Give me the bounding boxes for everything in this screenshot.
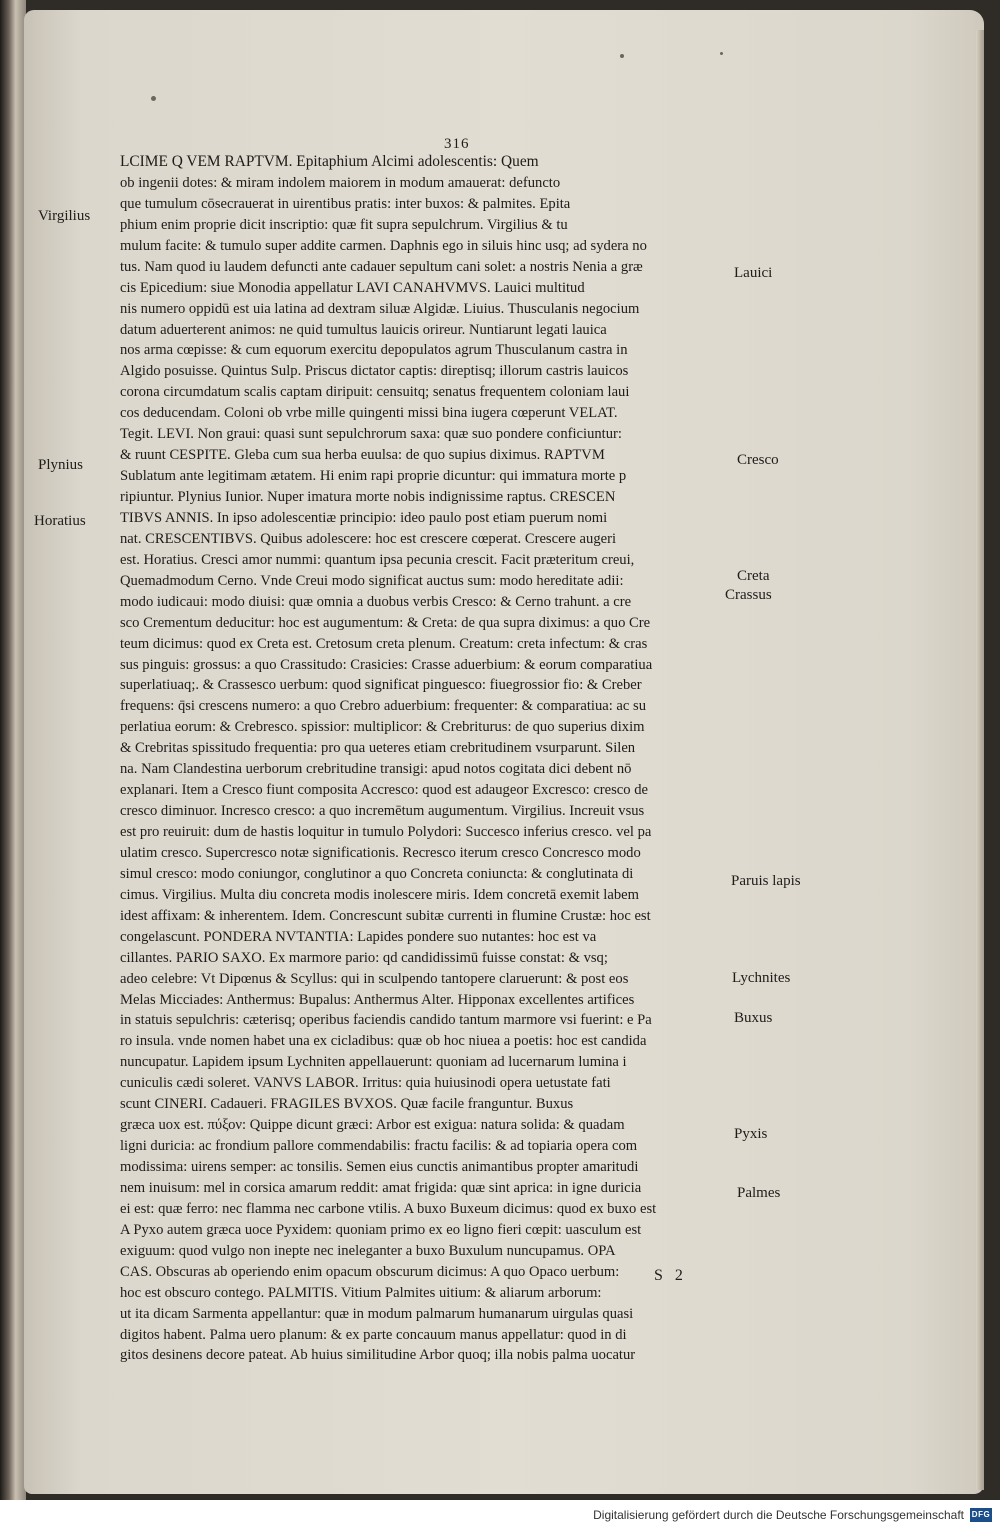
text-line: congelascunt. PONDERA NVTANTIA: Lapides pondere suo nutantes: hoc est va — [120, 928, 597, 945]
paper-spot — [720, 52, 723, 55]
text-line: sco Crementum deducitur: hoc est augumentum: & Creta: de qua supra diximus: a quo Cre — [120, 614, 651, 631]
margin-note-buxus: Buxus — [734, 1010, 773, 1026]
page-edge-shadow — [976, 30, 984, 1490]
margin-note-lauici: Lauici — [734, 265, 773, 281]
text-line: nos arma cœpisse: & cum equorum exercitu depopulatos agrum Thusculanum castra in — [120, 342, 628, 359]
text-line: cuniculis cædi soleret. VANVS LABOR. Irritus: quia huiusinodi opera uetustate fati — [120, 1075, 611, 1092]
text-line: nuncupatur. Lapidem ipsum Lychniten appellauerunt: quoniam ad lucernarum lumina i — [120, 1054, 627, 1071]
text-line: tus. Nam quod iu laudem defuncti ante cadauer sepultum cani solet: a nostris Nenia a græ — [120, 258, 643, 275]
margin-note-palmes: Palmes — [737, 1185, 781, 1201]
text-line: que tumulum cōsecrauerat in uirentibus pratis: inter buxos: & palmites. Epita — [120, 195, 571, 212]
margin-note-creta: Creta — [737, 568, 770, 584]
margin-note-crassus: Crassus — [725, 587, 772, 603]
dfg-logo: DFG — [970, 1508, 992, 1522]
margin-note-plynius: Plynius — [38, 457, 84, 473]
text-line: gitos desinens decore pateat. Ab huius similitudine Arbor quoq; illa nobis palma uocatur — [120, 1347, 636, 1364]
margin-note-horatius: Horatius — [34, 513, 86, 529]
text-line: idest affixam: & inherentem. Idem. Concrescunt subitæ currenti in flumine Crustæ: hoc est — [120, 907, 651, 924]
text-line: est. Horatius. Cresci amor nummi: quantum ipsa pecunia crescit. Facit præteritum creui, — [120, 551, 635, 568]
text-line: Melas Micciades: Anthermus: Bupalus: Anthermus Alter. Hipponax excellentes artifices — [120, 991, 635, 1008]
text-line: & Crebritas spissitudo frequentia: pro qua ueteres etiam crebritudinem vsurparunt. Silen — [120, 740, 636, 757]
text-line: Sublatum ante legitimam ætatem. Hi enim rapi proprie dicuntur: qui immatura morte p — [120, 468, 627, 485]
page-number: 316 — [444, 136, 470, 152]
footer-bar — [0, 1500, 1000, 1529]
text-line: est pro reuiruit: dum de hastis loquitur in tumulo Polydori: Succesco inferius cresco. vel pa — [120, 824, 652, 840]
text-line: A Pyxo autem græca uoce Pyxidem: quoniam primo ex eo ligno fieri cœpit: uasculum est — [120, 1221, 642, 1238]
text-line: datum aduerterent animos: ne quid tumultus lauicis orireur. Nuntiarunt legati lauica — [120, 321, 607, 338]
main-text-block — [120, 152, 712, 1366]
margin-note-pyxis: Pyxis — [734, 1126, 768, 1142]
text-line: cresco diminuor. Incresco cresco: a quo incremētum augumentum. Virgilius. Increuit vsus — [120, 803, 645, 820]
text-line: ro insula. vnde nomen habet una ex cicladibus: quæ ob hoc niuea a poetis: hoc est candida — [120, 1033, 647, 1050]
printer-signature: S 2 — [654, 1267, 687, 1284]
text-line: teum dicimus: quod ex Creta est. Cretosum creta plenum. Creatum: creta infectum: & cras — [120, 635, 648, 652]
text-line: ob ingenii dotes: & miram indolem maiorem in modum amauerat: defuncto — [120, 174, 561, 191]
text-line: ut ita dicam Sarmenta appellantur: quæ in modum palmarum humanarum uirgulas quasi — [120, 1305, 634, 1322]
text-line: ei est: quæ ferro: nec flamma nec carbone vtilis. A buxo Buxeum dicimus: quod ex buxo est — [120, 1200, 657, 1217]
text-line: cis Epicedium: siue Monodia appellatur LAVI CANAHVMVS. Lauici multitud — [120, 279, 585, 296]
text-line: simul cresco: modo coniungor, conglutinor a quo Concreta coniuncta: & conglutinata di — [120, 865, 634, 882]
text-line: ripiuntur. Plynius Iunior. Nuper imatura morte nobis indignissime raptus. CRESCEN — [120, 489, 616, 505]
text-line: scunt CINERI. Cadaueri. FRAGILES BVXOS. Quæ facile franguntur. Buxus — [120, 1096, 574, 1113]
text-line: cimus. Virgilius. Multa diu concreta modis inolescere miris. Idem concretā exemit labem — [120, 886, 639, 903]
text-line: exiguum: quod vulgo non inepte nec ineleganter a buxo Buxulum nuncupamus. OPA — [120, 1242, 616, 1259]
margin-note-lychnites: Lychnites — [732, 970, 791, 986]
text-line: phium enim proprie dicit inscriptio: quæ fit supra sepulchrum. Virgilius & tu — [120, 216, 568, 233]
text-line: Algido posuisse. Quintus Sulp. Priscus dictator captis: direptisq; illorum castris lauicos — [120, 363, 629, 380]
text-line: explanari. Item a Cresco fiunt composita Accresco: quod est adaugeor Excresco: cresco de — [120, 782, 649, 799]
text-line: digitos habent. Palma uero planum: & ex parte concauum manus appellatur: quod in di — [120, 1326, 627, 1343]
text-line: nem inuisum: mel in corsica amarum reddit: amat frigida: quæ sint aprica: in igne duricia — [120, 1179, 642, 1196]
text-line: sus pinguis: grossus: a quo Crassitudo: Crasicies: Crasse aduerbium: & eorum comparatiua — [120, 656, 653, 673]
text-line: cillantes. PARIO SAXO. Ex marmore pario: qd candidissimū fuisse constat: & vsq; — [120, 949, 608, 966]
text-line: hoc est obscuro contego. PALMITIS. Vitium Palmites uitium: & aliarum arborum: — [120, 1284, 602, 1301]
text-line: & ruunt CESPITE. Gleba cum sua herba euulsa: de quo supius diximus. RAPTVM — [120, 447, 605, 464]
text-line: CAS. Obscuras ab operiendo enim opacum obscurum dicimus: A quo Opaco uerbum: — [120, 1263, 620, 1280]
text-line: TIBVS ANNIS. In ipso adolescentiæ principio: ideo paulo post etiam puerum nomi — [120, 509, 608, 526]
text-line: modo iudicaui: modo diuisi: quæ omnia a duobus verbis Cresco: & Cerno trahunt. a cre — [120, 593, 632, 610]
text-line: Tegit. LEVI. Non graui: quasi sunt sepulchrorum saxa: quæ suo pondere conficiuntur: — [120, 426, 622, 443]
text-line: ligni duricia: ac frondium pallore commendabilis: fractu facilis: & ad topiaria opera com — [120, 1138, 638, 1155]
text-line: frequens: q̄si crescens numero: a quo Crebro aduerbium: frequenter: & comparatiua: ac su — [120, 698, 646, 715]
text-line: adeo celebre: Vt Dipœnus & Scyllus: qui in sculpendo tantopere claruerunt: & post eos — [120, 970, 629, 987]
text-line: ulatim cresco. Supercresco notæ significationis. Recresco iterum cresco Concresco modo — [120, 844, 641, 861]
text-line: Quemadmodum Cerno. Vnde Creui modo significat auctus sum: modo hereditate adii: — [120, 572, 624, 589]
text-line: na. Nam Clandestina uerborum crebritudine transigi: apud notos cogitata dici debent nō — [120, 761, 632, 778]
footer-credit: Digitalisierung gefördert durch die Deutsche Forschungsgemeinschaft — [593, 1507, 964, 1522]
text-line: mulum facite: & tumulo super addite carmen. Daphnis ego in siluis hinc usq; ad sydera no — [120, 237, 647, 254]
text-line: superlatiuaq;. & Crassesco uerbum: quod significat pinguesco: fiuegrossior fio: & Creber — [120, 677, 642, 694]
text-line: in statuis sepulchris: cæterisq; operibus faciendis candido tantum marmore vsi fuerint: e Pa — [120, 1012, 652, 1029]
text-line: LCIME Q VEM RAPTVM. Epitaphium Alcimi adolescentis: Quem — [120, 153, 539, 170]
text-line: corona circumdatum scalis captam diripuit: censuitq; senatus frequentem coloniam laui — [120, 384, 630, 401]
text-line: nat. CRESCENTIBVS. Quibus adolescere: hoc est crescere cœperat. Crescere augeri — [120, 530, 617, 547]
text-line: modissima: uirens semper: ac tonsilis. Semen eius cunctis animantibus propter amaritudi — [120, 1159, 639, 1175]
margin-note-cresco: Cresco — [737, 452, 779, 468]
margin-note-virgilius: Virgilius — [38, 208, 91, 224]
text-line: græca uox est. πύξον: Quippe dicunt græci: Arbor est exigua: natura solida: & quadam — [120, 1117, 625, 1134]
paper-spot — [620, 54, 624, 58]
text-line: nis numero oppidū est uia latina ad dextram siluæ Algidæ. Liuius. Thusculanis negocium — [120, 300, 640, 317]
text-line: perlatiua eorum: & Crebresco. spissior: multiplicor: & Crebriturus: de quo superius dixim — [120, 719, 645, 736]
paper-spot — [151, 96, 156, 101]
previous-page-edge — [0, 0, 26, 1500]
margin-note-paruis-lapis: Paruis lapis — [731, 873, 801, 889]
text-line: cos deducendam. Coloni ob vrbe mille quingenti missi bina iugera cœperunt VELAT. — [120, 405, 618, 422]
